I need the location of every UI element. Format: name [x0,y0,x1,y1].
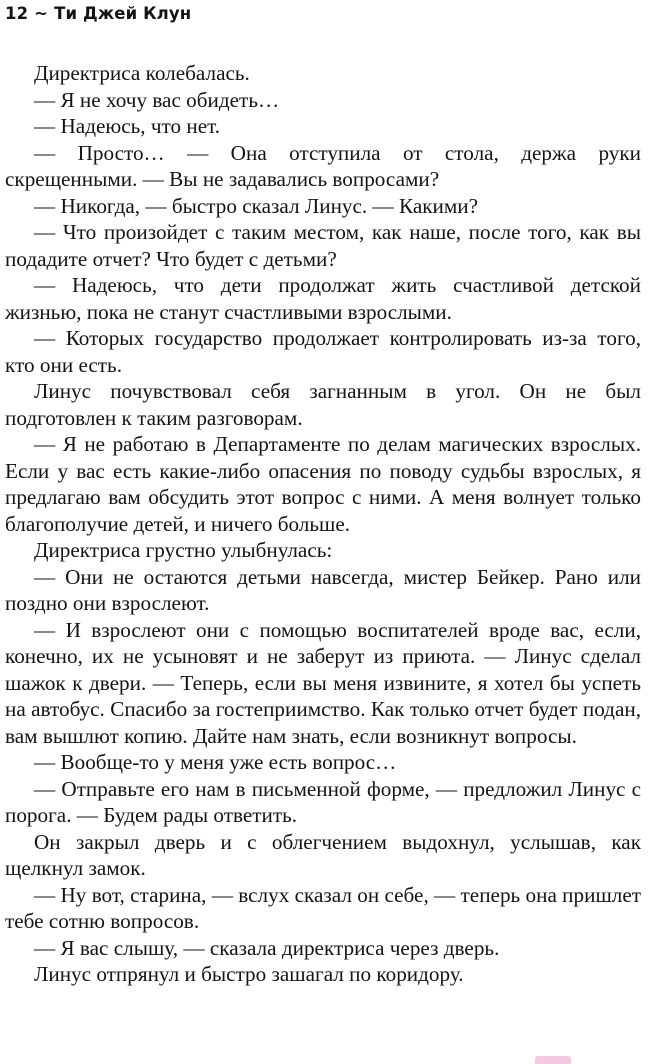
paragraph: — Ну вот, старина, — вслух сказал он себе, — теперь она пришлет тебе сотню вопросов. [5,882,641,933]
paragraph: Линус почувствовал себя загнанным в угол. Он не был подготовлен к таким разговорам. [5,379,641,430]
paragraph: — Я не хочу вас обидеть… [34,87,280,112]
scan-color-mark [535,1056,571,1064]
header-separator: ~ [34,4,49,23]
page-number: 12 [5,4,29,23]
paragraph: — Они не остаются детьми навсегда, мистер Бейкер. Рано или поздно они взрослеют. [5,564,641,615]
paragraph: — Я вас слышу, — сказала директриса через дверь. [34,935,500,960]
paragraph: — Вообще-то у меня уже есть вопрос… [34,750,397,774]
running-head [5,2,197,26]
paragraph: — Я не работаю в Департаменте по делам магических взрослых. Если у вас есть какие-либо опасения по поводу судьбы взрослых, я предлагаю вам обсудить этот вопрос с ними. А меня волнует только благополучие детей, и ничего больше. [5,432,641,536]
paragraph: — Что произойдет с таким местом, как наше, после того, как вы подадите отчет? Что будет с детьми? [5,220,641,271]
paragraph: — Просто… — Она отступила от стола, держа руки скрещенными. — Вы не задавались вопросами? [5,140,641,191]
paragraph: Он закрыл дверь и с облегчением выдохнул, услышав, как щелкнул замок. [5,829,641,880]
author-name: Ти Джей Клун [54,4,192,23]
paragraph: Директриса колебалась. [34,61,250,85]
body-text [5,60,641,988]
paragraph: — Отправьте его нам в письменной форме, — предложил Линус с порога. — Будем рады ответить. [5,776,641,827]
paragraph: — Надеюсь, что дети продолжат жить счастливой детской жизнью, пока не станут счастливыми взрослыми. [5,273,641,324]
paragraph: — Надеюсь, что нет. [34,114,221,138]
paragraph: — Которых государство продолжает контролировать из-за того, кто они есть. [5,326,641,377]
paragraph: Директриса грустно улыбнулась: [34,538,333,562]
paragraph: — Никогда, — быстро сказал Линус. — Какими? [34,193,479,218]
paragraph: Линус отпрянул и быстро зашагал по коридору. [34,962,464,986]
paragraph: — И взрослеют они с помощью воспитателей вроде вас, если, конечно, их не усыновят и не заберут из приюта. — Линус сделал шажок к двери. — Теперь, если вы меня извините, я хотел бы успеть на автобус. Спасибо за гостеприимство. Как только отчет будет подан, вам вышлют копию. Дайте нам знать, если возникнут вопросы. [5,617,641,748]
